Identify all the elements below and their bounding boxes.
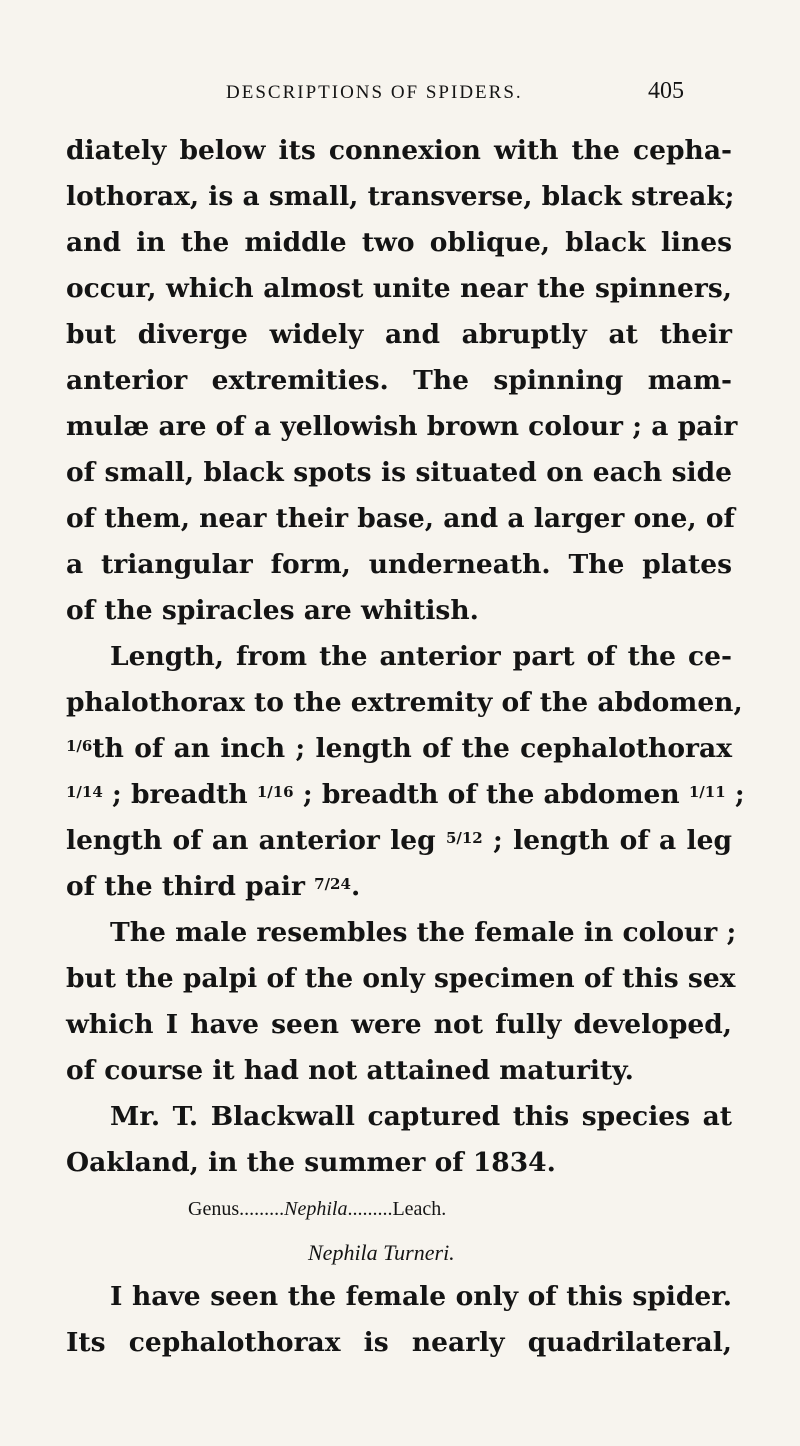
measurement-line	[66, 864, 732, 910]
measurement-text: .	[350, 871, 361, 902]
species-heading: Nephila Turneri.	[308, 1240, 455, 1265]
measurement-text: ; breadth	[102, 779, 257, 810]
text-line: mulæ are of a yellowish brown colour ; a pair	[66, 411, 738, 442]
measurement-line	[66, 726, 732, 772]
text-line: Length, from the anterior part of the ce-	[110, 641, 732, 672]
measurement-text: th of an inch ; length of the cephalothorax	[92, 733, 732, 764]
genus-heading	[66, 1186, 732, 1232]
measurement-text: ; breadth of the abdomen	[293, 779, 689, 810]
text-line: a triangular form, underneath. The plates	[66, 549, 732, 580]
text-line: of them, near their base, and a larger one, of	[66, 503, 735, 534]
fraction: 5/12	[445, 829, 483, 847]
page-header	[0, 78, 800, 112]
genus-label: Genus	[188, 1198, 240, 1220]
text-line: The male resembles the female in colour ;	[110, 917, 737, 948]
text-line: and in the middle two oblique, black lines	[66, 227, 732, 258]
leader-dots: .........	[239, 1198, 285, 1220]
measurement-line	[66, 772, 745, 818]
body-text	[66, 128, 745, 1366]
text-line: diately below its connexion with the cepha-	[66, 135, 732, 166]
text-line: I have seen the female only of this spider.	[110, 1281, 732, 1312]
fraction: 1/14	[66, 783, 103, 801]
text-line: lothorax, is a small, transverse, black streak;	[66, 181, 735, 212]
fraction: 1/11	[688, 783, 726, 801]
text-line: but diverge widely and abruptly at their	[66, 319, 732, 350]
text-line: of small, black spots is situated on each side	[66, 457, 732, 488]
measurement-text: ;	[725, 779, 745, 810]
text-line: Mr. T. Blackwall captured this species at	[110, 1101, 732, 1132]
leader-dots: .........	[347, 1198, 393, 1220]
genus-name: Nephila	[284, 1198, 348, 1220]
fraction: 1/16	[256, 783, 294, 801]
text-line: which I have seen were not fully developed,	[66, 1009, 732, 1040]
text-line: but the palpi of the only specimen of this sex	[66, 963, 736, 994]
fraction: 7/24	[314, 875, 351, 893]
text-line: Oakland, in the summer of 1834.	[66, 1147, 556, 1178]
text-line: occur, which almost unite near the spinners,	[66, 273, 732, 304]
page-number: 405	[648, 78, 684, 104]
measurement-text: ; length of a leg	[482, 825, 732, 856]
measurement-text: of the third pair	[66, 871, 315, 902]
text-line: of course it had not attained maturity.	[66, 1055, 634, 1086]
genus-author: Leach.	[392, 1198, 447, 1220]
text-line: phalothorax to the extremity of the abdomen,	[66, 687, 743, 718]
measurement-line	[66, 818, 732, 864]
text-line: of the spiracles are whitish.	[66, 595, 479, 626]
text-line: Its cephalothorax is nearly quadrilateral,	[66, 1327, 732, 1358]
measurement-text: length of an anterior leg	[66, 825, 446, 856]
running-title: DESCRIPTIONS OF SPIDERS.	[226, 82, 523, 103]
fraction: 1/6	[66, 737, 93, 755]
text-line: anterior extremities. The spinning mam-	[66, 365, 732, 396]
